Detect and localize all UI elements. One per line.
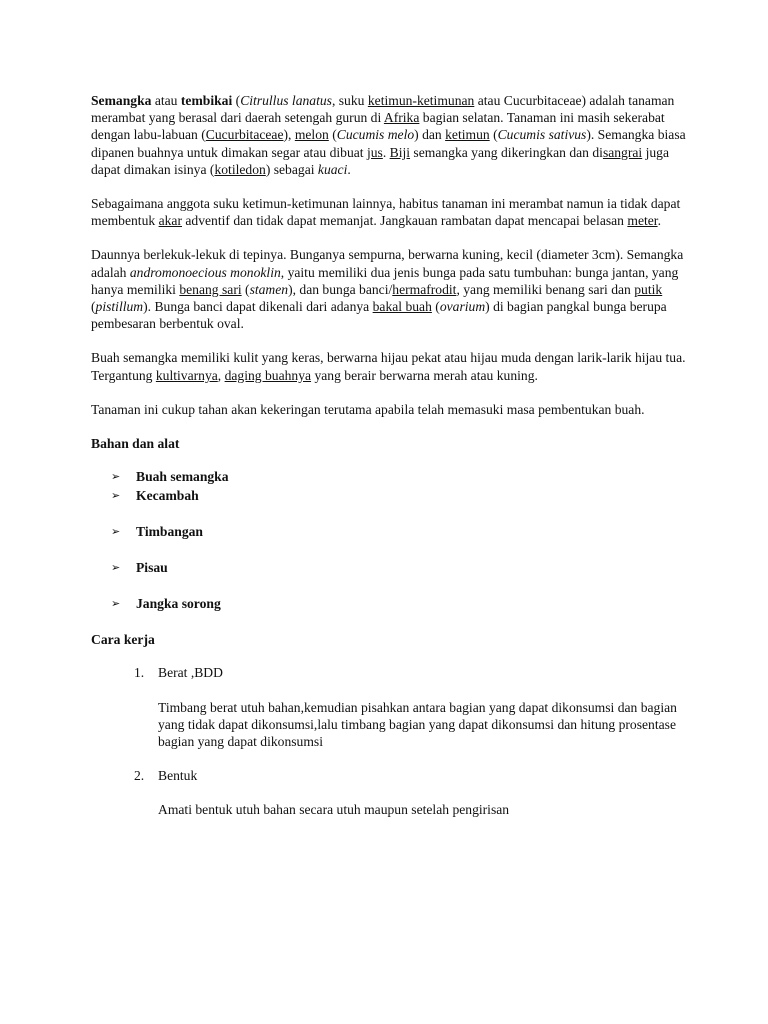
procedure-steps [91,664,691,818]
intro-paragraph-3: Daunnya berlekuk-lekuk di tepinya. Bunganya sempurna, berwarna kuning, kecil (diameter 3cm). Semangka adalah andromonoecious monoklin, yaitu memiliki dua jenis bunga pada satu tumbuhan: bunga jantan, yang hanya memiliki benang sari (stamen), dan bunga banci/hermafrodit, yang memiliki benang sari dan putik (pistillum). Bunga banci dapat dikenali dari adanya bakal buah (ovarium) di bagian pangkal bunga berupa pembesaran berbentuk oval. [91,247,684,332]
italic-term: Cucumis sativus [497,127,587,143]
document-body [91,92,691,819]
materials-item-label: Buah semangka [136,469,229,485]
linked-term[interactable]: ketimun [445,127,490,143]
step-title [91,767,691,784]
italic-term: kuaci [317,161,348,177]
linked-term[interactable]: Cucurbitaceae [205,127,284,143]
intro-paragraph-5: Tanaman ini cukup tahan akan kekeringan terutama apabila telah memasuki masa pembentukan buah. [91,401,645,417]
materials-list [91,468,691,614]
materials-item [91,487,691,506]
linked-term[interactable]: daging buahnya [224,367,312,383]
step-number: 1. [134,665,145,681]
linked-term[interactable]: jus [366,144,383,160]
intro-paragraph-2: Sebagaimana anggota suku ketimun-ketimunan lainnya, habitus tanaman ini merambat namun ia tidak dapat membentuk akar adventif dan tidak dapat memanjat. Jangkauan rambatan dapat mencapai belasan meter. [91,196,681,229]
materials-item-label: Timbangan [136,524,203,540]
step-description: Amati bentuk utuh bahan secara utuh maupun setelah pengirisan [158,802,510,818]
italic-term: stamen [249,281,289,297]
linked-term[interactable]: Afrika [383,110,420,126]
arrow-bullet-icon: ➢ [111,525,121,539]
arrow-bullet-icon: ➢ [111,470,121,484]
materials-heading: Bahan dan alat [91,436,180,452]
italic-term: Cucumis melo [336,127,415,143]
step-number: 2. [134,768,145,784]
linked-term[interactable]: ketimun-ketimunan [367,93,475,108]
linked-term[interactable]: kultivarnya [155,367,218,383]
arrow-bullet-icon: ➢ [111,561,121,575]
materials-item-label: Kecambah [136,488,199,504]
italic-term: ovarium [439,299,486,315]
linked-term[interactable]: meter [627,213,658,229]
bold-term: Semangka [91,93,152,108]
linked-term[interactable]: bakal buah [372,299,432,315]
intro-paragraph-1: Semangka atau tembikai (Citrullus lanatus, suku ketimun-ketimunan atau Cucurbitaceae) adalah tanaman merambat yang berasal dari daerah setengah gurun di Afrika bagian selatan. Tanaman ini masih sekerabat dengan labu-labuan (Cucurbitaceae), melon (Cucumis melo) dan ketimun (Cucumis sativus). Semangka biasa dipanen buahnya untuk dimakan segar atau dibuat jus. Biji semangka yang dikeringkan dan disangrai juga dapat dimakan isinya (kotiledon) sebagai kuaci. [91,93,686,177]
materials-item [91,468,691,487]
linked-term[interactable]: hermafrodit [392,281,457,297]
arrow-bullet-icon: ➢ [111,597,121,611]
italic-term: Citrullus lanatus [240,93,332,108]
materials-item-label: Pisau [136,560,168,576]
step-description: Timbang berat utuh bahan,kemudian pisahkan antara bagian yang dapat dikonsumsi dan bagian yang tidak dapat dikonsumsi,lalu timbang bagian yang dapat dikonsumsi dan hitung prosentase bagian yang dapat dikonsumsi [158,699,677,750]
step-title-text: Bentuk [158,768,198,784]
step-title [91,664,691,681]
intro-paragraph-4: Buah semangka memiliki kulit yang keras, berwarna hijau pekat atau hijau muda dengan larik-larik hijau tua. Tergantung kultivarnya, daging buahnya yang berair berwarna merah atau kuning. [91,350,686,383]
linked-term[interactable]: benang sari [179,281,242,297]
materials-item [91,595,691,614]
linked-term[interactable]: sangrai [602,144,643,160]
procedure-heading: Cara kerja [91,632,155,648]
step-title-text: Berat ,BDD [158,665,223,681]
linked-term[interactable]: kotiledon [214,161,266,177]
italic-term: andromonoecious monoklin [129,264,281,280]
linked-term[interactable]: akar [158,213,182,229]
procedure-step [91,767,691,818]
linked-term[interactable]: Biji [389,144,411,160]
bold-term: tembikai [180,93,233,108]
linked-term[interactable]: melon [294,127,329,143]
materials-item [91,523,691,542]
materials-item-label: Jangka sorong [136,596,221,612]
italic-term: pistillum [95,299,144,315]
procedure-step [91,664,691,750]
materials-item [91,559,691,578]
arrow-bullet-icon: ➢ [111,489,121,503]
linked-term[interactable]: putik [634,281,663,297]
